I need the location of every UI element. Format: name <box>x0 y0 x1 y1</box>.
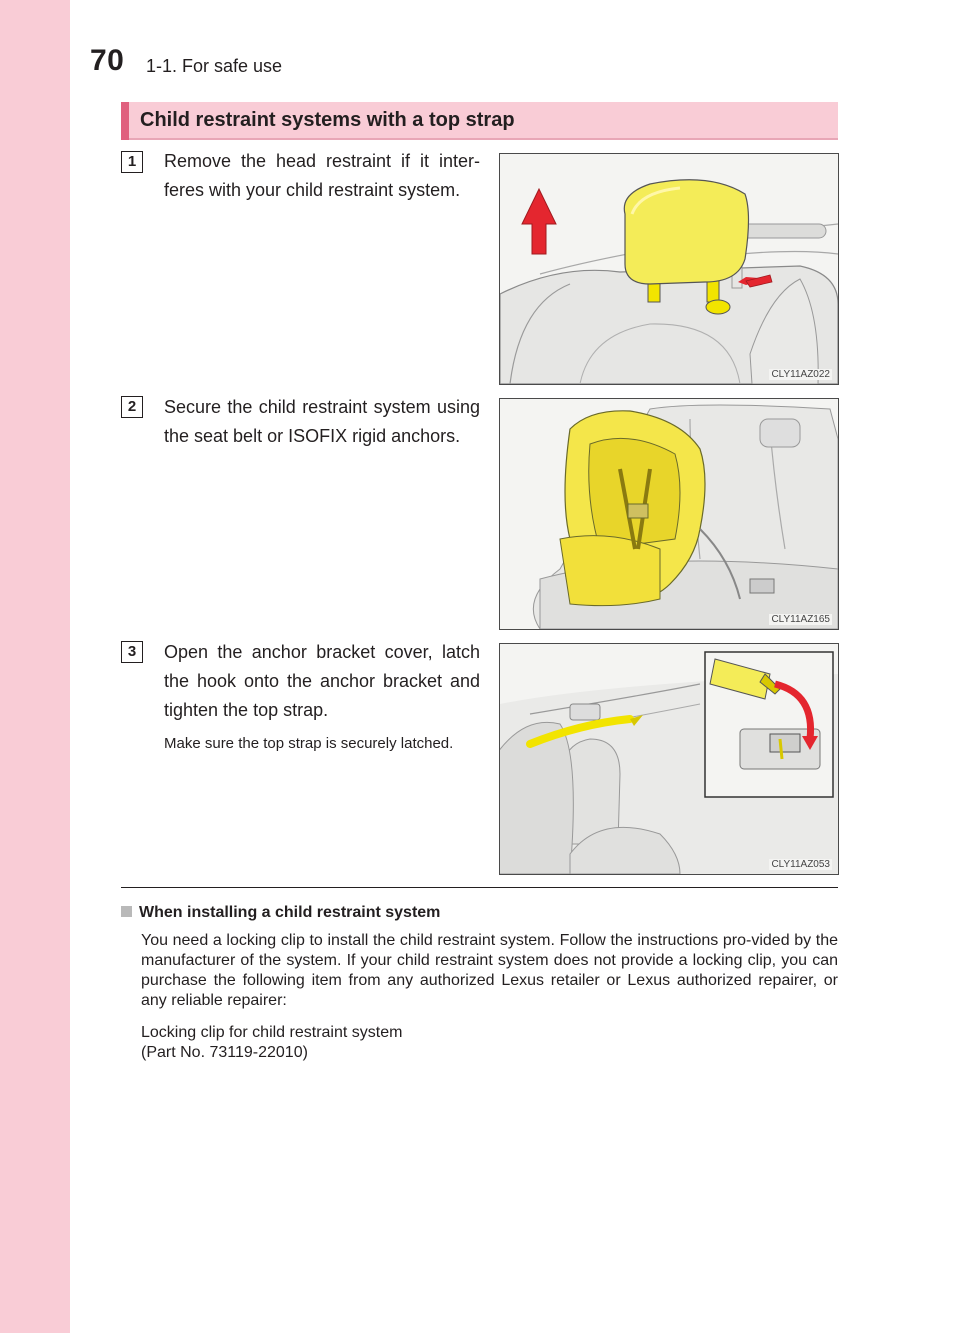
figure-code-3: CLY11AZ053 <box>771 859 830 870</box>
info-item-line-2: (Part No. 73119-22010) <box>141 1044 308 1061</box>
side-band <box>0 0 70 1333</box>
info-title: When installing a child restraint system <box>139 904 441 921</box>
step-1-text: Remove the head restraint if it inter-feres with your child restraint system. <box>164 151 480 200</box>
square-bullet-icon <box>121 906 132 917</box>
top-strap-illustration <box>500 644 838 874</box>
page-number: 70 <box>90 44 125 77</box>
step-3-text: Open the anchor bracket cover, latch the hook onto the anchor bracket and tighten the top strap. <box>164 642 480 720</box>
section-divider <box>121 887 838 888</box>
figure-code-1: CLY11AZ022 <box>771 369 830 380</box>
step-2-text: Secure the child restraint system using the seat belt or ISOFIX rigid anchors. <box>164 397 480 446</box>
info-heading <box>121 904 440 922</box>
child-seat-illustration <box>500 399 838 629</box>
section-reference: 1-1. For safe use <box>146 56 283 76</box>
step-3-note: Make sure the top strap is securely latched. <box>164 735 454 752</box>
info-body: You need a locking clip to install the child restraint system. Follow the instructions pro-vided by the manufacturer of the system. If your child restraint system does not provide a locking clip, you can purchase the following item from any authorized Lexus retailer or Lexus authorized repairer, or any reliable repairer: <box>141 932 838 1009</box>
figure-child-seat <box>499 398 839 630</box>
head-restraint-illustration <box>500 154 838 384</box>
step-number-2: 2 <box>121 396 143 418</box>
figure-top-strap <box>499 643 839 875</box>
section-heading: Child restraint systems with a top strap <box>140 109 515 131</box>
figure-code-2: CLY11AZ165 <box>771 614 830 625</box>
figure-head-restraint <box>499 153 839 385</box>
section-heading-accent <box>121 102 129 140</box>
step-number-1: 1 <box>121 151 143 173</box>
info-item-line-1: Locking clip for child restraint system <box>141 1024 403 1041</box>
step-number-3: 3 <box>121 641 143 663</box>
